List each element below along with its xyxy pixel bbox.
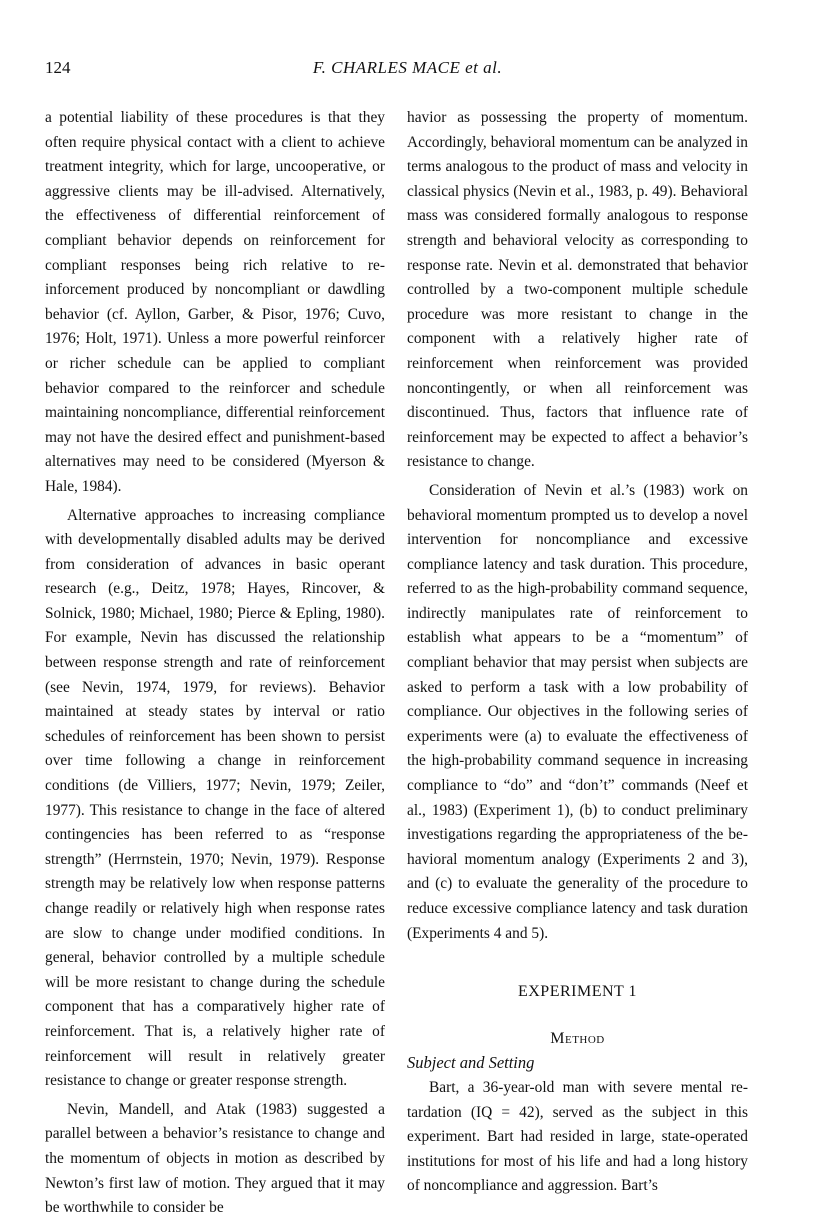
- left-column: [45, 106, 385, 1221]
- page-header: [45, 58, 770, 84]
- subsubsection-heading: Subject and Setting: [407, 1053, 535, 1073]
- paragraph: havior as possessing the property of momentum. Accordingly, behavioral momentum can be analyzed in terms analogous to the product of mass and velocity in classical physics (Nevin et al., 1983, p. 49). Behavioral mass was considered formally analogous to response strength and behavioral velocity as corresponding to response rate. Nevin et al. demonstrated that behavior controlled by a two-component multiple schedule procedure was more resistant to change in the component with a relatively higher rate of reinforcement when reinforcement was provided noncontingently, or when all reinforcement was discontinued. Thus, factors that influence rate of reinforcement may be expected to affect a behavior’s resistance to change.: [407, 109, 748, 471]
- running-head: F. CHARLES MACE et al.: [312, 58, 503, 77]
- paragraph: Consideration of Nevin et al.’s (1983) work on behavioral momentum prompted us to develop a novel intervention for noncompliance and excessive compliance latency and task duration. This procedure, referred to as the high-probability command sequence, indirectly manipulates rate of reinforcement to establish what appears to be a “momentum” of compliant behavior that may persist when subjects are asked to perform a task with a low probability of compliance. Our objectives in the following series of experiments were (a) to evaluate the effectiveness of the high-probability command sequence in increasing compliance to “do” and “don’t” commands (Neef et al., 1983) (Experiment 1), (b) to conduct preliminary investigations regarding the appropriateness of the behavioral momentum analogy (Experiments 2 and 3), and (c) to evaluate the generality of the procedure to reduce excessive compliance latency and task duration (Experiments 4 and 5).: [407, 481, 748, 942]
- paragraph: a potential liability of these procedures is that they often require physical contact with a client to achieve treatment integrity, which for large, uncooperative, or aggressive clients may be ill-advised. Alternatively, the effectiveness of differential reinforcement of compliant behavior depends on reinforcement for compliant responses being rich relative to reinforcement produced by noncompliant or dawdling behavior (cf. Ayllon, Garber, & Pisor, 1976; Cuvo, 1976; Holt, 1971). Unless a more powerful reinforcer or richer schedule can be applied to compliant behavior compared to the reinforcer and schedule maintaining noncompliance, differential reinforcement may not have the desired effect and punishment-based alternatives may need to be considered (Myerson & Hale, 1984).: [45, 109, 385, 495]
- paragraph: Nevin, Mandell, and Atak (1983) suggested a parallel between a behavior’s resistance to change and the momentum of objects in motion as described by Newton’s first law of motion. They argued that it may be worthwhile to consider be: [45, 1100, 385, 1217]
- page-number: 124: [45, 58, 71, 77]
- section-heading: EXPERIMENT 1: [517, 983, 638, 1001]
- paragraph: Alternative approaches to increasing compliance with developmentally disabled adults may be derived from consideration of advances in basic operant research (e.g., Deitz, 1978; Hayes, Rincover, & Solnick, 1980; Michael, 1980; Pierce & Epling, 1980). For example, Nevin has discussed the relationship between response strength and rate of reinforcement (see Nevin, 1974, 1979, for reviews). Behavior maintained at steady states by interval or ratio schedules of reinforcement has been shown to persist over time following a change in reinforcement conditions (de Villiers, 1977; Nevin, 1979; Zeiler, 1977). This resistance to change in the face of altered contingencies has been referred to as “response strength” (Herrnstein, 1970; Nevin, 1979). Response strength may be relatively low when response patterns change readily or relatively high when response rates are slow to change under modified conditions. In general, behavior controlled by a multiple schedule will be more resistant to change during the schedule component that has a comparatively higher rate of reinforcement. That is, a relatively higher rate of reinforcement will result in relatively greater resistance to change or greater response strength.: [45, 506, 385, 1090]
- right-column: [407, 106, 748, 1199]
- subsection-heading: Method: [550, 1029, 605, 1047]
- paragraph: Bart, a 36-year-old man with severe mental retardation (IQ = 42), served as the subject in this experiment. Bart had resided in large, state-operated institutions for most of his life and had a long history of noncompliance and aggression. Bart’s: [407, 1078, 748, 1195]
